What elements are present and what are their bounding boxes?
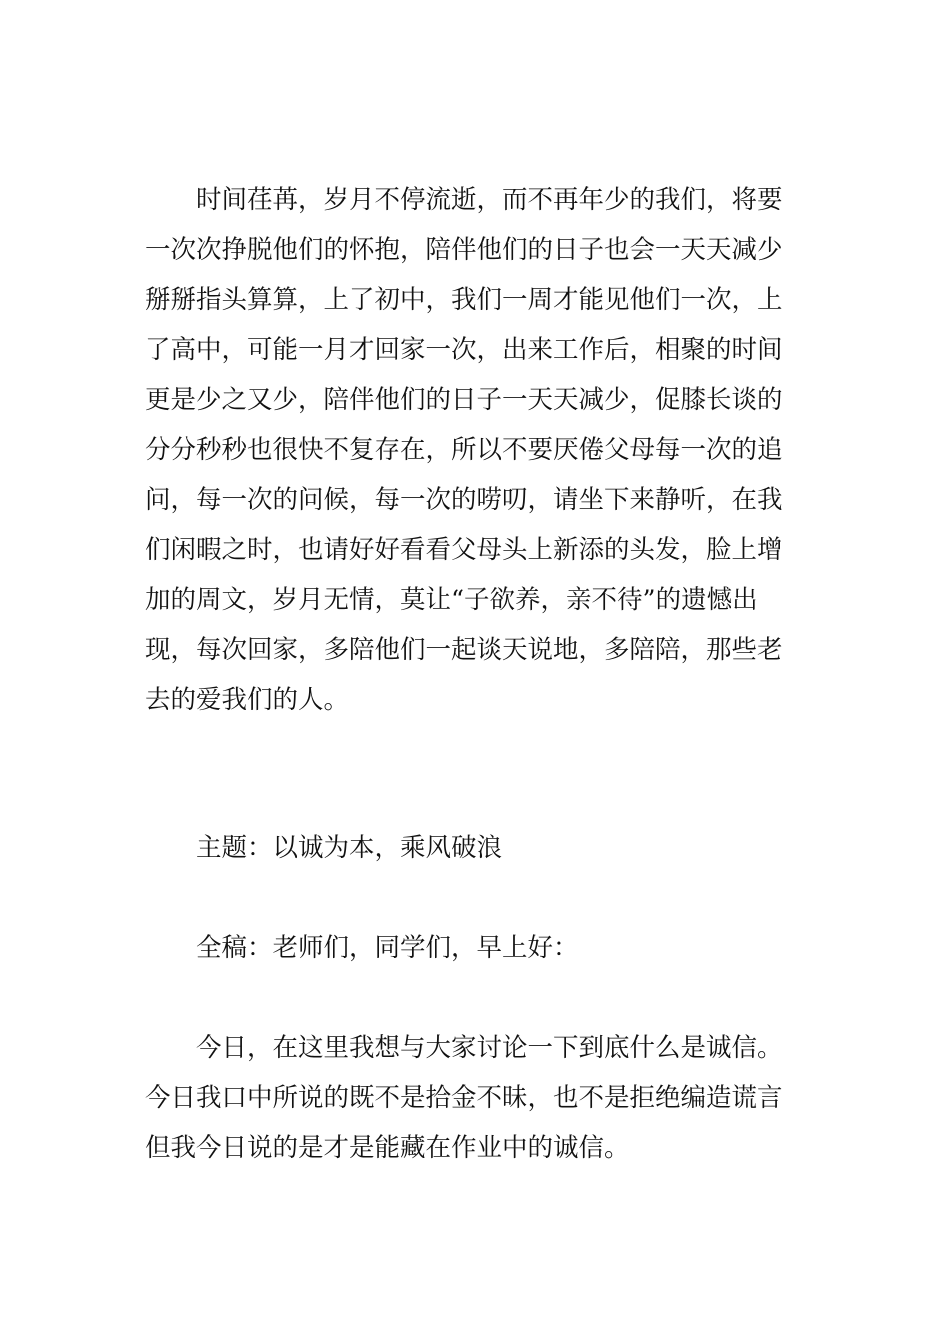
paragraph-1-line: 们闲暇之时，也请好好看看父母头上新添的头发，脸上增 xyxy=(145,535,783,565)
paragraph-1-line: 分分秒秒也很快不复存在，所以不要厌倦父母每一次的追 xyxy=(145,435,783,465)
paragraph-1-line: 掰掰指头算算，上了初中，我们一周才能见他们一次，上 xyxy=(145,285,783,315)
paragraph-2-line: 但我今日说的是才是能藏在作业中的诚信。 xyxy=(145,1133,630,1163)
paragraph-1-line: 了高中，可能一月才回家一次，出来工作后，相聚的时间 xyxy=(145,335,783,365)
paragraph-1-line: 问，每一次的问候，每一次的唠叨，请坐下来静听，在我 xyxy=(145,485,783,515)
paragraph-1-line: 更是少之又少，陪伴他们的日子一天天减少，促膝长谈的 xyxy=(145,385,783,415)
paragraph-1-line: 加的周文，岁月无情，莫让“子欲养，亲不待”的遗憾出 xyxy=(145,585,758,615)
theme-line: 主题：以诚为本，乘风破浪 xyxy=(196,833,503,863)
paragraph-1-line: 时间荏苒，岁月不停流逝，而不再年少的我们，将要 xyxy=(196,185,783,215)
paragraph-2-line: 今日，在这里我想与大家讨论一下到底什么是诚信。 xyxy=(196,1033,783,1063)
paragraph-1-line: 现，每次回家，多陪他们一起谈天说地，多陪陪，那些老 xyxy=(145,635,783,665)
paragraph-2-line: 今日我口中所说的既不是拾金不昧，也不是拒绝编造谎言 xyxy=(145,1083,783,1113)
paragraph-1-line: 一次次挣脱他们的怀抱，陪伴他们的日子也会一天天减少 xyxy=(145,235,783,265)
draft-opening-line: 全稿：老师们，同学们，早上好： xyxy=(196,933,579,963)
paragraph-1-line: 去的爱我们的人。 xyxy=(145,685,350,715)
